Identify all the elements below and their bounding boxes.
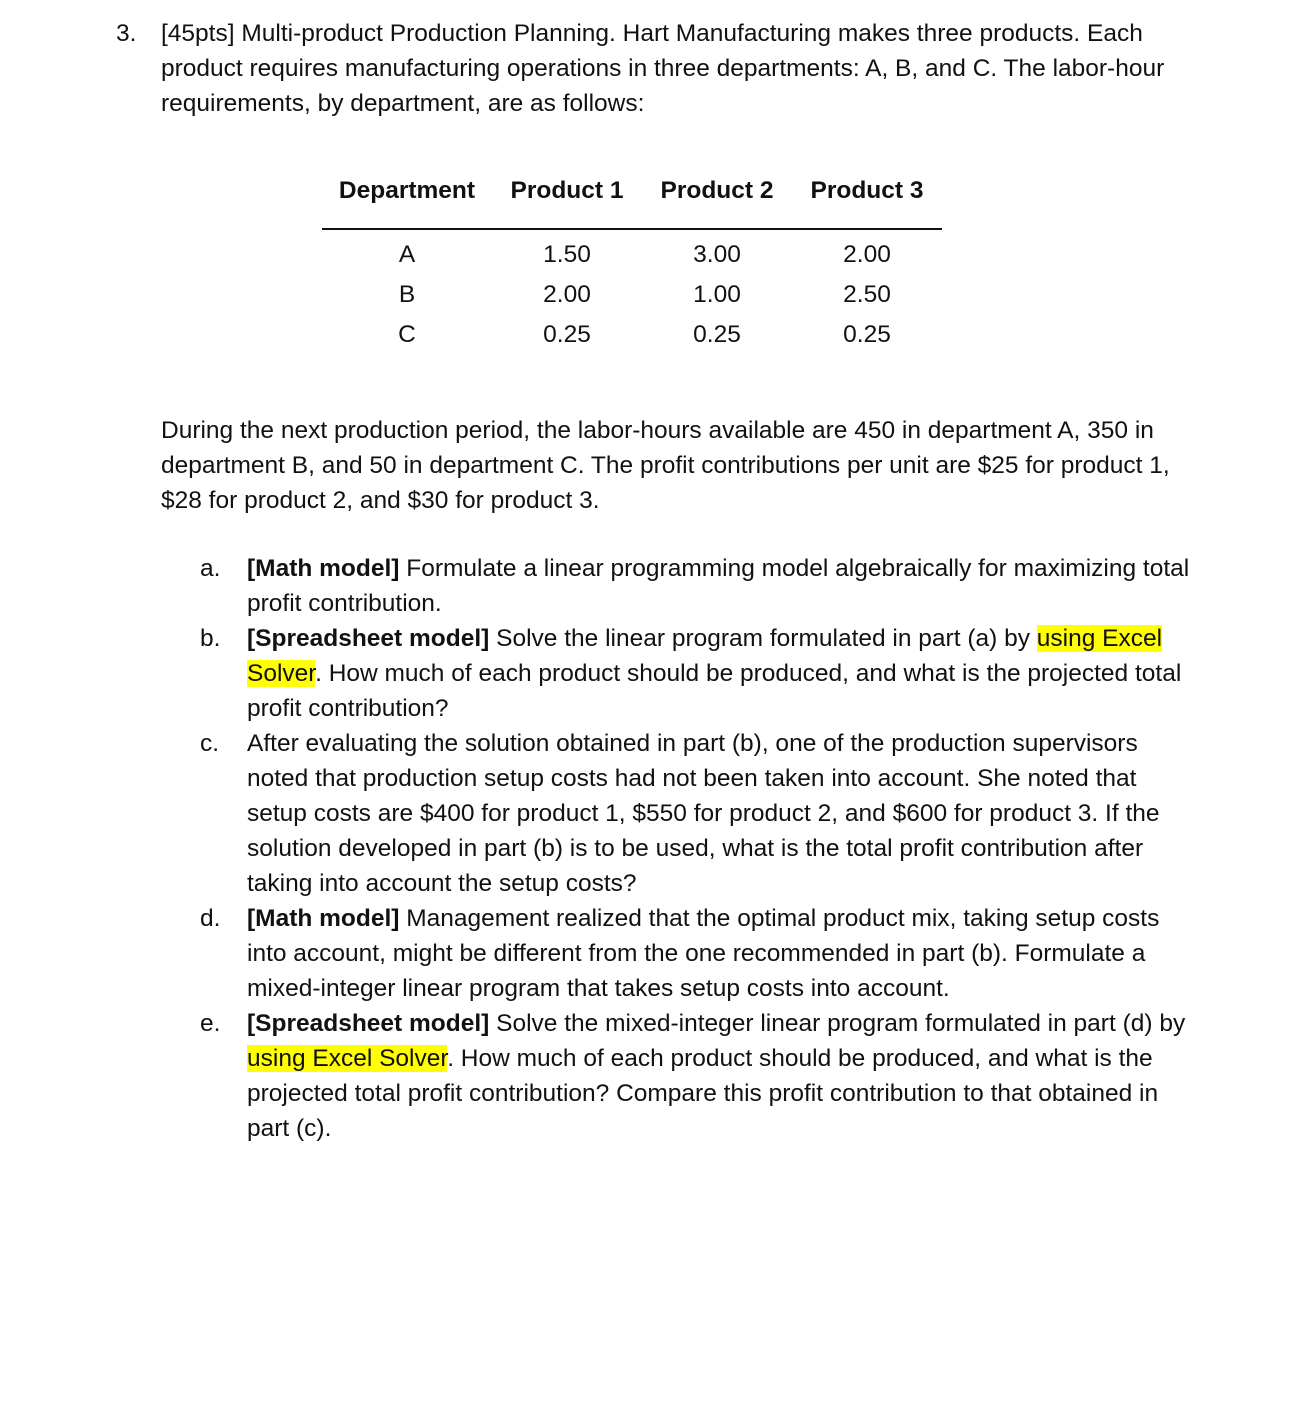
table-row [322, 229, 942, 274]
part-d [200, 901, 1190, 1006]
part-e-tag: [Spreadsheet model] [247, 1010, 490, 1037]
part-e-text-after: . How much of each product should be produced, and what is the projected total profit contribution? Compare this profit contribution to that obtained in part (c). [247, 1045, 1159, 1142]
part-a [200, 551, 1190, 621]
header-department: Department [322, 170, 492, 229]
part-a-tag: [Math model] [247, 555, 400, 582]
part-d-tag: [Math model] [247, 905, 400, 932]
header-product-2: Product 2 [642, 170, 792, 229]
part-b-text-after: . How much of each product should be produced, and what is the projected total profit contribution? [247, 660, 1182, 722]
part-b-marker: b. [200, 625, 221, 652]
part-b [200, 621, 1190, 726]
part-b-highlight: using Excel Solver [247, 625, 1163, 687]
table-cell: A [398, 240, 416, 268]
part-a-text: Formulate a linear programming model algebraically for maximizing total profit contribution. [247, 555, 1190, 617]
part-e-text-before: Solve the mixed-integer linear program formulated in part (d) by [489, 1010, 1186, 1037]
part-a-marker: a. [200, 555, 221, 582]
problem-intro: [45pts] Multi-product Production Planning. Hart Manufacturing makes three products. Each product requires manufacturing operations in three departments: A, B, and C. The labor-hour requirements, by department, are as follows: [161, 20, 1165, 117]
header-product-3: Product 3 [792, 170, 942, 229]
part-e-marker: e. [200, 1010, 221, 1037]
table-cell: 1.00 [693, 280, 741, 308]
table-cell: 0.25 [843, 320, 891, 348]
question-parts-list [200, 551, 1190, 1146]
table-cell: 0.25 [693, 320, 741, 348]
part-c-marker: c. [200, 730, 220, 757]
table-cell: 1.50 [543, 240, 591, 268]
part-e-highlight: using Excel Solver [247, 1045, 448, 1072]
table-cell: C [398, 320, 416, 348]
part-c [200, 726, 1190, 901]
labor-hours-table [322, 170, 942, 354]
table-cell: 2.00 [843, 240, 891, 268]
part-b-tag: [Spreadsheet model] [247, 625, 490, 652]
table-cell: 2.00 [543, 280, 591, 308]
part-c-text: After evaluating the solution obtained in part (b), one of the production supervisors noted that production setup costs had not been taken into account. She noted that setup costs are $400 for product 1, $550 for product 2, and $600 for product 3. If the solution developed in part (b) is to be used, what is the total profit contribution after taking into account the setup costs? [247, 730, 1160, 897]
table-header-row [322, 170, 942, 229]
header-product-1: Product 1 [492, 170, 642, 229]
labor-hours-table-container [322, 170, 942, 354]
table-cell: B [398, 280, 416, 308]
problem-number: 3. [116, 20, 137, 47]
table-cell: 2.50 [843, 280, 891, 308]
part-d-marker: d. [200, 905, 221, 932]
part-d-text: Management realized that the optimal product mix, taking setup costs into account, might be different from the one recommended in part (b). Formulate a mixed-integer linear program that takes setup costs into account. [247, 905, 1160, 1002]
availability-paragraph: During the next production period, the labor-hours available are 450 in department A, 350 in department B, and 50 in department C. The profit contributions per unit are $25 for product 1, $28 for product 2, and $30 for product 3. [161, 417, 1170, 514]
problem-statement [116, 16, 1196, 121]
table-row [322, 274, 942, 314]
part-b-text-before: Solve the linear program formulated in part (a) by [489, 625, 1037, 652]
table-cell: 3.00 [693, 240, 741, 268]
part-e [200, 1006, 1190, 1146]
table-row [322, 314, 942, 354]
table-cell: 0.25 [543, 320, 591, 348]
